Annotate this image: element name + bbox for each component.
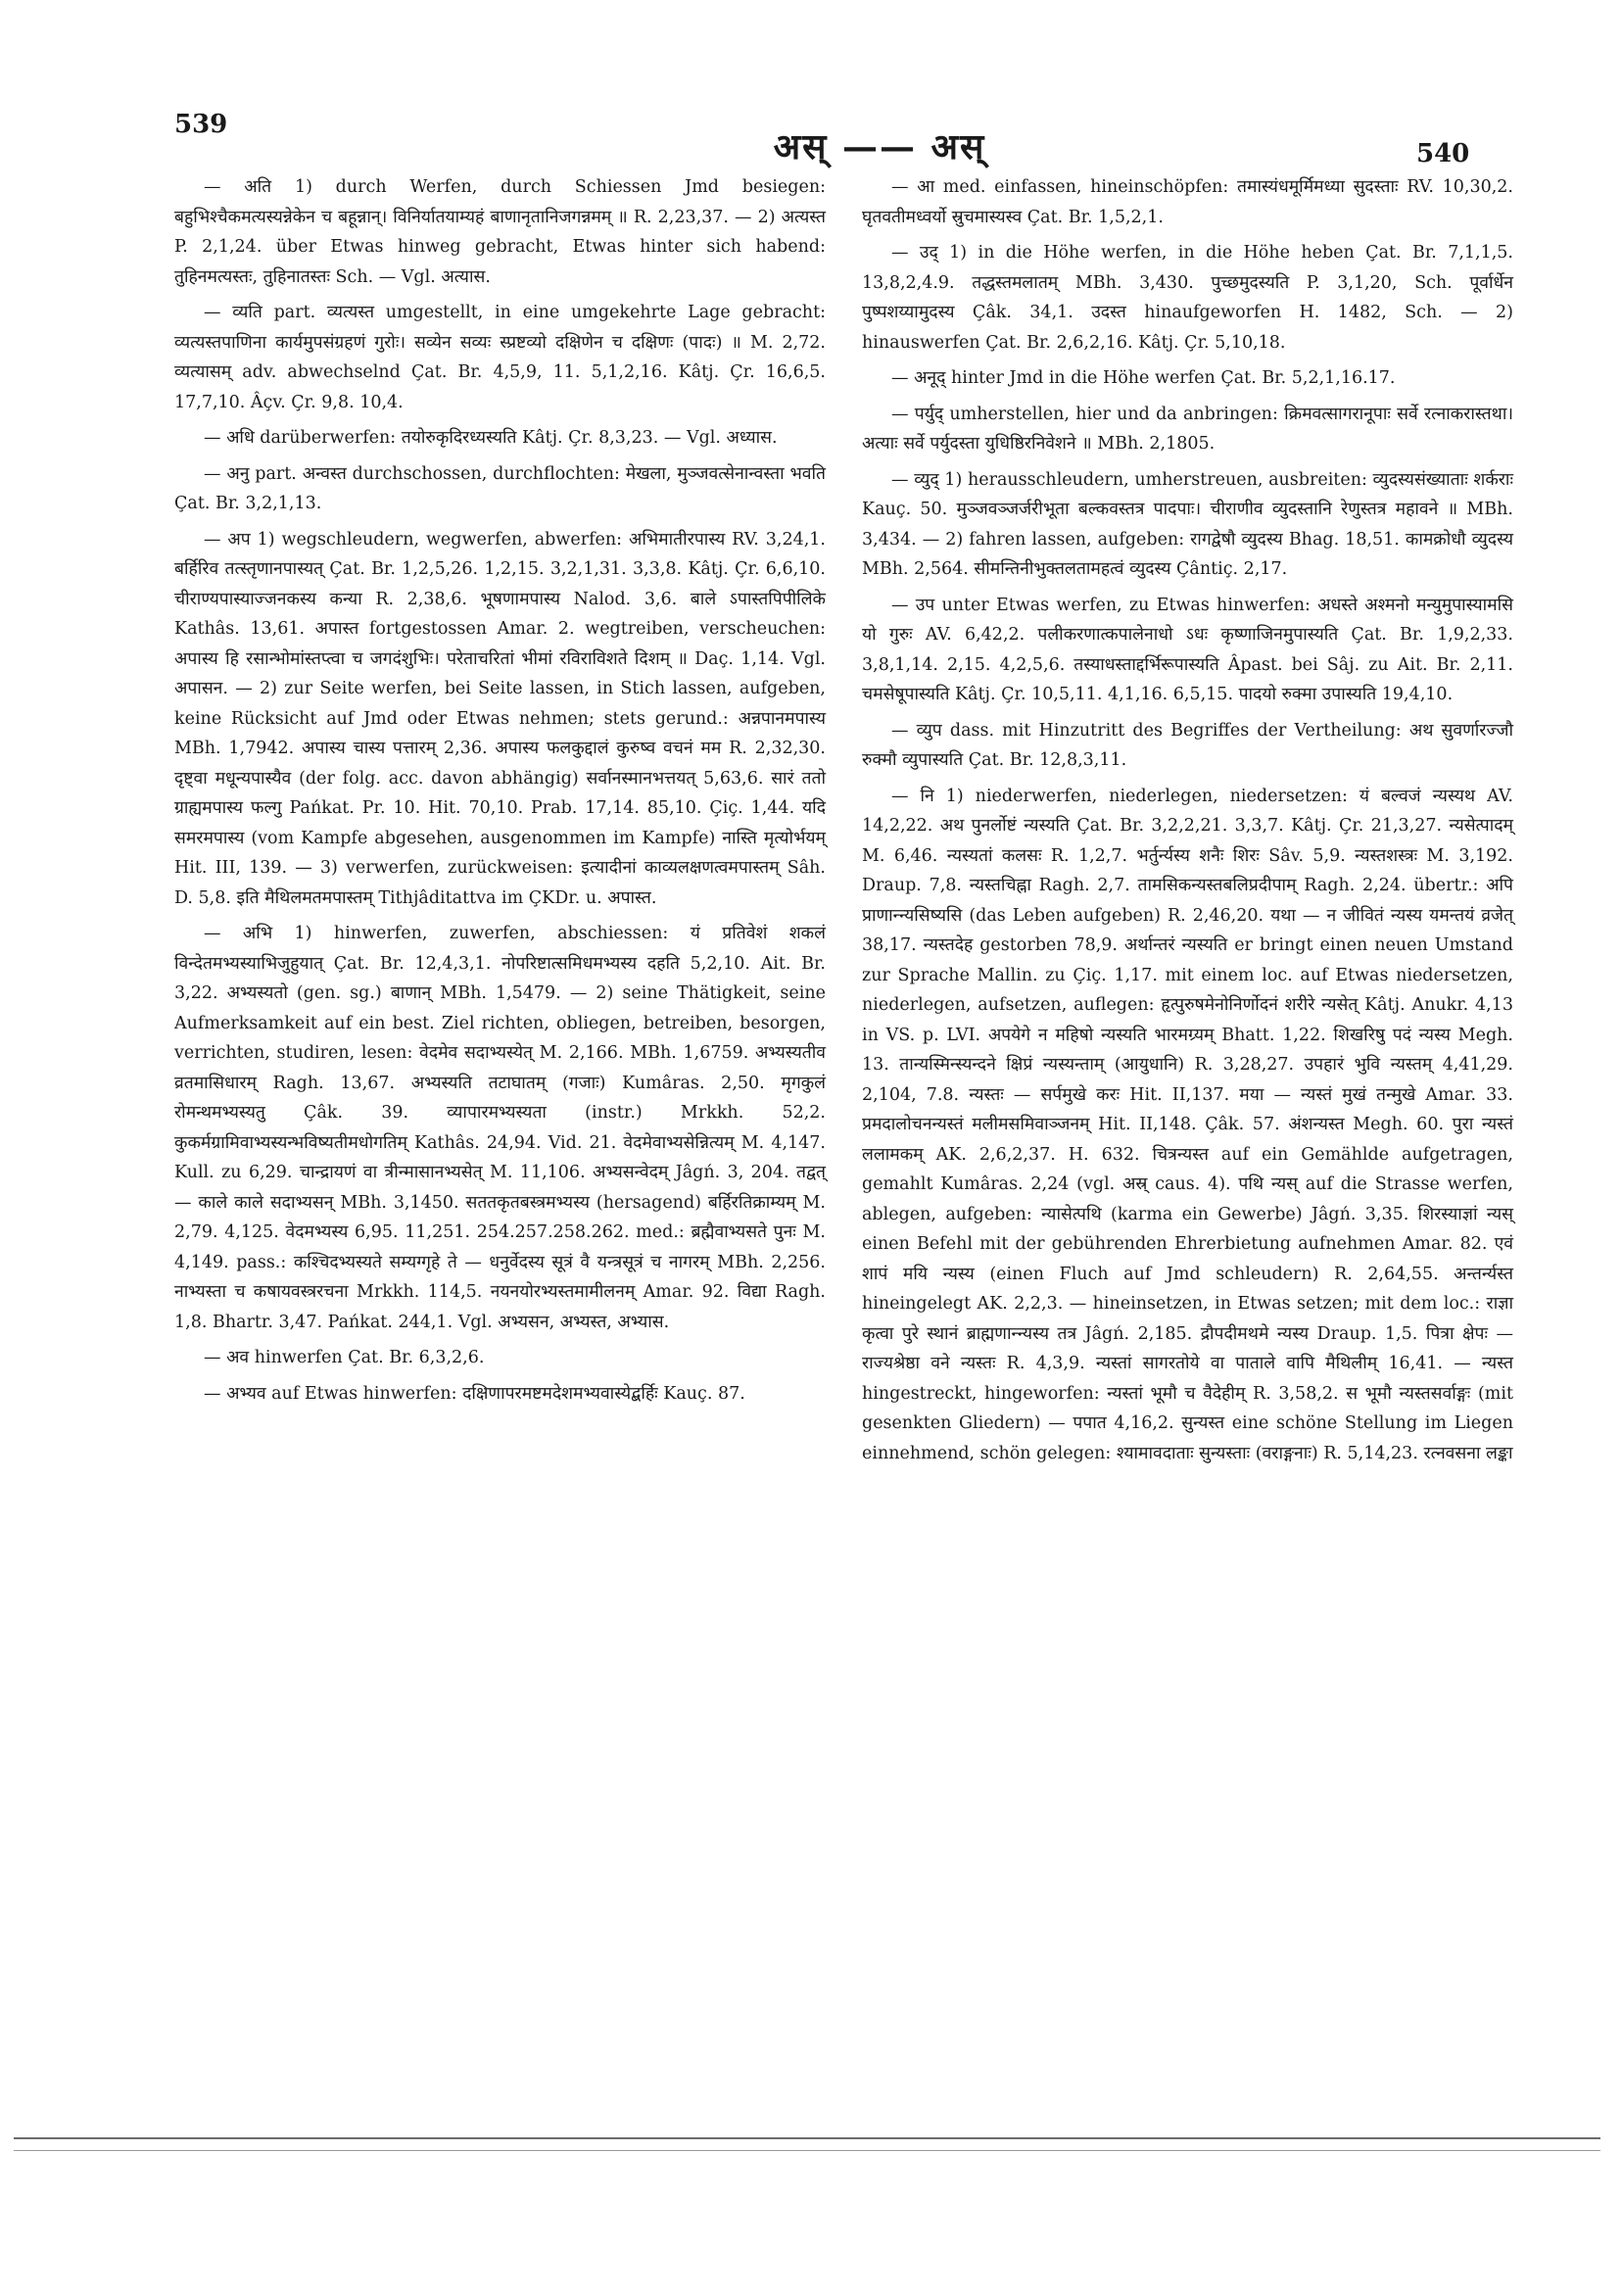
entry-adhi: — अधि darüberwerfen: तयोरुकृदिरध्यस्यति Kâtj. Çr. 8,3,23. — Vgl. अध्यास. (204, 428, 778, 448)
entry-ni: — नि 1) niederwerfen, niederlegen, niedersetzen: यं बल्वजं न्यस्यथ AV. 14,2,22. अथ पुनर्लोष्टं न्यस्यति Çat. Br. 3,2,2,21. 3,3,7. Kâtj. Çr. 21,3,27. न्यसेत्पादम् M. 6,46. न्यस्यतां कलसः R. 1,2,7. भर्तुर्न्यस्य शनैः शिरः Sâv. 5,9. न्यस्तशस्त्रः M. 3,192. Draup. 7,8. न्यस्तचिह्ना Ragh. 2,7. तामसिकन्यस्तबलिप्रदीपाम् Ragh. 2,24. übertr.: अपि प्राणान्न्यसिष्यसि (das Leben aufgeben) R. 2,46,20. यथा — न जीवितं न्यस्य यमन्तयं व्रजेत् 38,17. न्यस्तदेह gestorben 78,9. अर्थान्तरं न्यस्यति er bringt einen neuen Umstand zur Sprache Mallin. zu Çiç. 1,17. mit einem loc. auf Etwas niedersetzen, niederlegen, aufsetzen, auflegen: हृत्पुरुषमेनोनिर्णोदनं शरीरे न्यसेत् Kâtj. Anukr. 4,13 in VS. p. LVI. अपयेगे न महिषो न्यस्यति भारमग्र्यम् Bhatt. 1,22. शिखरिषु पदं न्यस्य Megh. 13. तान्यस्मिन्स्यन्दने क्षिप्रं न्यस्यन्ताम् (आयुधानि) R. 3,28,27. उपहारं भुवि न्यस्तम् 4,41,29. 2,104, 7.8. न्यस्तः — सर्पमुखे करः Hit. II,137. मया — न्यस्तं मुखं तन्मुखे Amar. 33. प्रमदालोचनन्यस्तं मलीमसमिवाञ्जनम् Hit. II,148. Çâk. 57. अंशन्यस्त Megh. 60. पुरा न्यस्तं ललामकम् AK. 2,6,2,37. H. 632. चित्रन्यस्त auf ein Gemählde aufgetragen, gemahlt Kumâras. 2,24 (vgl. अस्र् caus. 4). पथि न्यस् auf die Strasse werfen, ablegen, aufgeben: न्यासेत्पथि (karma ein Gewerbe) Jâgń. 3,35. शिरस्याज्ञां न्यस् einen Befehl mit der gebührenden Ehrerbietung aufnehmen Amar. 82. एवं शापं मयि न्यस्य (einen Fluch auf Jmd schleudern) R. 2,64,55. अन्तर्न्यस्त hineingelegt AK. 2,2,3. — hineinsetzen, in Etwas setzen; mit dem loc.: राज्ञा कृत्वा पुरे स्थानं ब्राह्मणान्न्यस्य तत्र Jâgń. 2,185. द्रौपदीमथमे न्यस्य Draup. 1,5. पित्रा क्षेपः — राज्यश्रेष्ठा वने न्यस्तः R. 4,3,9. न्यस्तां सागरतोये वा पाताले वापि मैथिलीम् 16,41. — न्यस्त hingestreckt, hingeworfen: न्यस्तां भूमौ च वैदेहीम् R. 3,58,2. स भूमौ न्यस्तसर्वाङ्गः (mit gesenkten Gliedern) — पपात 4,16,2. सुन्यस्त eine schöne Stellung im Liegen einnehmend, schön gelegen: श्यामावदाताः सुन्यस्ताः (वराङ्गनाः) R. 5,14,23. रत्नवसना लङ्का (862, 786, 1513, 1463)
entry-abhyava: — अभ्यव auf Etwas hinwerfen: दक्षिणापरमष्टमदेशमभ्यवास्येद्बर्हिः Kauç. 87. (204, 1383, 745, 1404)
footer-rule-thin (14, 2150, 1600, 2151)
running-head: अस् —— अस् (773, 126, 986, 167)
footer-rule (14, 2137, 1600, 2139)
page-number-left: 539 (174, 110, 228, 139)
entry-anud: — अनूद् hinter Jmd in die Höhe werfen Çat. Br. 5,2,1,16.17. (891, 368, 1396, 388)
entry-ava: — अव hinwerfen Çat. Br. 6,3,2,6. (204, 1348, 485, 1367)
entry-aa: — आ med. einfassen, hineinschöpfen: तमास्यंधमूर्मिमध्या सुदस्ताः RV. 10,30,2. घृतवतीमध्वर्यो स्रुचमास्यस्व Çat. Br. 1,5,2,1. (862, 177, 1513, 227)
entry-ud: — उद् 1) in die Höhe werfen, in die Höhe heben Çat. Br. 7,1,1,5. 13,8,2,4.9. तद्धस्तमलातम् MBh. 3,430. पुच्छमुदस्यति P. 3,1,20, Sch. पूर्वार्धेन पुष्पशय्यामुदस्य Çâk. 34,1. उदस्त hinaufgeworfen H. 1482, Sch. — 2) hinauswerfen Çat. Br. 2,6,2,16. Kâtj. Çr. 5,10,18. (862, 243, 1513, 353)
entry-vyud: — व्युद् 1) herausschleudern, umherstreuen, ausbreiten: व्युदस्यसंख्याताः शर्कराः Kauç. 50. मुञ्जवञ्जर्जरीभूता बल्कवस्तत्र पादपाः। चीराणीव व्युदस्तानि रेणुस्तत्र महावने ॥ MBh. 3,434. — 2) fahren lassen, aufgeben: रागद्वेषौ व्युदस्य Bhag. 18,51. कामक्रोधौ व्युदस्य MBh. 2,564. सीमन्तिनीभुक्तलतामहत्वं व्युदस्य Çântiç. 2,17. (862, 469, 1513, 579)
entry-vyati: — व्यति part. व्यत्यस्त umgestellt, in eine umgekehrte Lage gebracht: व्यत्यस्तपाणिना कार्यमुपसंग्रहणं गुरोः। सव्येन सव्यः स्प्रष्टव्यो दक्षिणेन च दक्षिणः (पादः) ॥ M. 2,72. व्यत्यासम् adv. abwechselnd Çat. Br. 4,5,9, 11. 5,1,2,16. Kâtj. Çr. 16,6,5. 17,7,10. Âçv. Çr. 9,8. 10,4. (174, 303, 826, 412)
entry-ati: — अति 1) durch Werfen, durch Schiessen Jmd besiegen: बहुभिश्चैकमत्यस्यन्नेकेन च बहून्नान्। विनिर्यातयाम्यहं बाणानृतानिजगन्नमम् ॥ R. 2,23,37. — 2) अत्यस्त P. 2,1,24. über Etwas hinweg gebracht, Etwas hinter sich habend: तुहिनमत्यस्तः, तुहिनातस्तः Sch. — Vgl. अत्यास. (174, 177, 826, 287)
right-column (862, 172, 1513, 1474)
page-number-right: 540 (1416, 139, 1470, 168)
entry-anu: — अनु part. अन्वस्त durchschossen, durchflochten: मेखला, मुञ्जवत्सेनान्वस्ता भवति Çat. Br. 3,2,1,13. (174, 463, 826, 513)
entry-apa: — अप 1) wegschleudern, wegwerfen, abwerfen: अभिमातीरपास्य RV. 3,24,1. बर्हिरिव तत्स्तृणानपास्यत् Çat. Br. 1,2,5,26. 1,2,15. 3,2,1,31. 3,3,8. Kâtj. Çr. 6,6,10. चीराण्यपास्याज्जनकस्य कन्या R. 2,38,6. भूषणामपास्य Nalod. 3,6. बाले ऽपास्तपिपीलिके Kathâs. 13,61. अपास्त fortgestossen Amar. 2. wegtreiben, verscheuchen: अपास्य हि रसान्भोमांस्तप्त्वा च जगदंशुभिः। परेताचरितां भीमां रविराविशते दिशम् ॥ Daç. 1,14. Vgl. अपासन. — 2) zur Seite werfen, bei Seite lassen, in Stich lassen, aufgeben, keine Rücksicht auf Jmd oder Etwas nehmen; stets gerund.: अन्नपानमपास्य MBh. 1,7942. अपास्य चास्य पत्तारम् 2,36. अपास्य फलकुद्दालं कुरुष्व वचनं मम R. 2,32,30. दृष्ट्वा मधून्यपास्यैव (der folg. acc. davon abhängig) सर्वानस्मानभत्तयत् 5,63,6. सारं ततो ग्राह्यमपास्य फल्गु Pańkat. Pr. 10. Hit. 70,10. Prab. 17,14. 85,10. Çiç. 1,44. यदि समरमपास्य (vom Kampfe abgesehen, ausgenommen im Kampfe) नास्ति मृत्योर्भयम् Hit. III, 139. — 3) verwerfen, zurückweisen: इत्यादीनां काव्यलक्षणत्वमपास्तम् Sâh. D. 5,8. इति मैथिलमतमपास्तम् Tithjâditattva im ÇKDr. u. अपास्त. (174, 529, 826, 908)
entry-abhi: — अभि 1) hinwerfen, zuwerfen, abschiessen: यं प्रतिवेशं शकलं विन्देतमभ्यस्याभिजुहुयात् Çat. Br. 12,4,3,1. नोपरिष्टात्समिधमभ्यस्य दहति 5,2,10. Ait. Br. 3,22. अभ्यस्यतो (gen. sg.) बाणान् MBh. 1,5479. — 2) seine Thätigkeit, seine Aufmerksamkeit auf ein best. Ziel richten, obliegen, betreiben, besorgen, verrichten, studiren, lesen: वेदमेव सदाभ्यस्येत् M. 2,166. MBh. 1,6759. अभ्यस्यतीव व्रतमासिधारम् Ragh. 13,67. अभ्यस्यति तटाघातम् (गजाः) Kumâras. 2,50. मृगकुलं रोमन्थमभ्यस्यतु Çâk. 39. व्यापारमभ्यस्यता (instr.) Mrkkh. 52,2. कुकर्मग्रामिवाभ्यस्यन्भविष्यतीमधोगतिम् Kathâs. 24,94. Vid. 21. वेदमेवाभ्यसेन्नित्यम् M. 4,147. Kull. zu 6,29. चान्द्रायणं वा त्रीन्मासानभ्यसेत् M. 11,106. अभ्यसन्वेदम् Jâgń. 3, 204. तद्वत् — काले काले सदाभ्यसन् MBh. 3,1450. सततकृतबस्त्रमभ्यस्य (hersagend) बर्हिरतिक्राम्यम् M. 2,79. 4,125. वेदमभ्यस्य 6,95. 11,251. 254.257.258.262. med.: ब्रह्मैवाभ्यसते पुनः M. 4,149. pass.: कश्चिदभ्यस्यते सम्यग्गृहे ते — धनुर्वेदस्य सूत्रं वै यन्त्रसूत्रं च नागरम् MBh. 2,256. नाभ्यस्ता च कषायवस्त्ररचना Mrkkh. 114,5. नयनयोरभ्यस्तमामीलनम् Amar. 92. विद्या Ragh. 1,8. Bhartr. 3,47. Pańkat. 244,1. Vgl. अभ्यसन, अभ्यस्त, अभ्यास. (174, 924, 826, 1332)
left-column (174, 172, 826, 1414)
entry-vyupa: — व्युप dass. mit Hinzutritt des Begriffes der Vertheilung: अथ सुवर्णारज्जौ रुक्मौ व्युपास्यति Çat. Br. 12,8,3,11. (862, 720, 1513, 770)
entry-upa: — उप unter Etwas werfen, zu Etwas hinwerfen: अधस्ते अश्मनो मन्युमुपास्यामसि यो गुरुः AV. 6,42,2. पलीकरणात्कपालेनाधो ऽधः कृष्णाजिनमुपास्यति Çat. Br. 1,9,2,33. 3,8,1,14. 2,15. 4,2,5,6. तस्याधस्ताद्दर्भिरूपास्यति Âpast. bei Sâj. zu Ait. Br. 2,11. चमसेषूपास्यति Kâtj. Çr. 10,5,11. 4,1,16. 6,5,15. पादयो रुक्मा उपास्यति 19,4,10. (862, 595, 1513, 704)
entry-paryud: — पर्युद् umherstellen, hier und da anbringen: क्रिमवत्सागरानूपाः सर्वे रत्नाकरास्तथा। अत्याः सर्वे पर्युदस्ता युधिष्ठिरनिवेशने ॥ MBh. 2,1805. (862, 404, 1513, 454)
